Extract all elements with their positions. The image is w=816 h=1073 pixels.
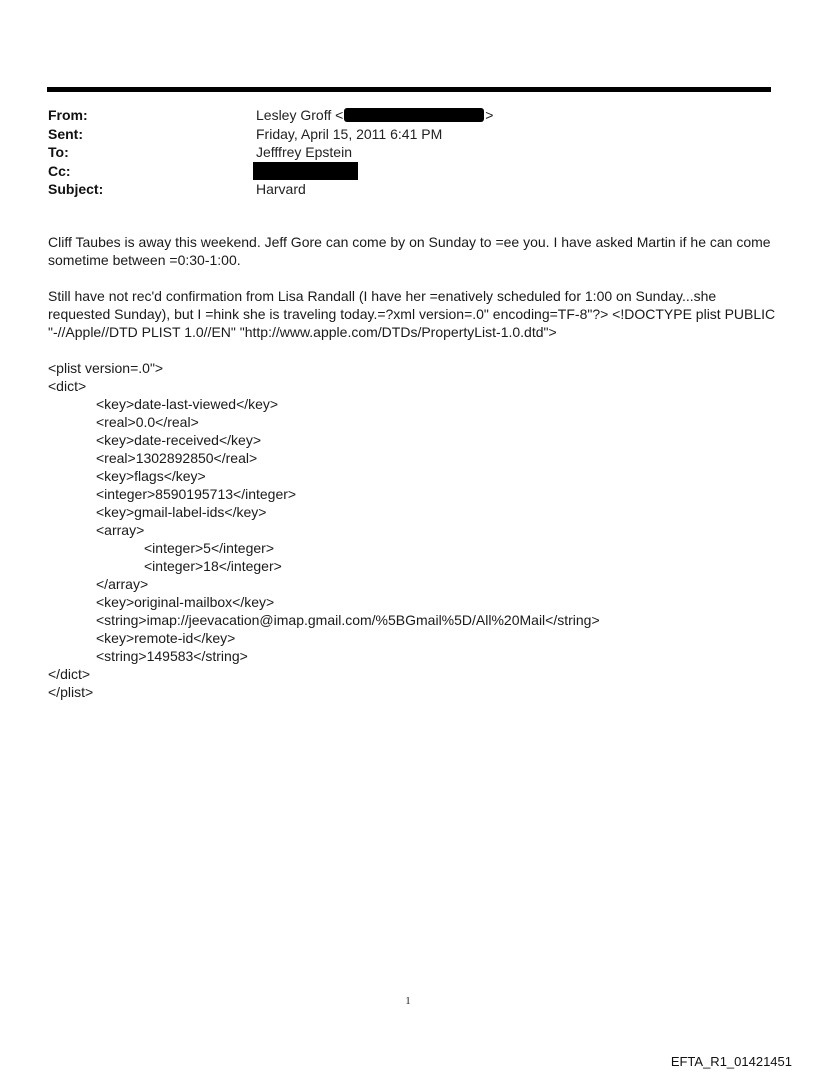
xml-line: <key>date-last-viewed</key>	[96, 396, 279, 412]
xml-line: <integer>18</integer>	[144, 558, 282, 574]
redacted-email-block	[344, 108, 484, 122]
xml-line: <key>date-received</key>	[96, 432, 261, 448]
xml-line: <real>1302892850</real>	[96, 450, 258, 466]
from-value	[256, 106, 493, 125]
sent-row	[48, 125, 768, 144]
xml-line: <integer>8590195713</integer>	[96, 486, 297, 502]
email-body	[48, 233, 778, 701]
from-row	[48, 106, 768, 125]
xml-line: <key>remote-id</key>	[96, 630, 236, 646]
xml-line: <key>gmail-label-ids</key>	[96, 504, 267, 520]
header-rule	[47, 87, 771, 92]
body-paragraph-1: Cliff Taubes is away this weekend. Jeff Gore can come by on Sunday to =ee you. I have asked Martin if he can come sometime between =0:30-1:00.	[48, 234, 771, 268]
subject-row	[48, 180, 768, 199]
redacted-cc-block	[253, 162, 358, 180]
cc-label: Cc:	[48, 162, 71, 179]
cc-row	[48, 162, 768, 181]
from-name: Lesley Groff <	[256, 107, 344, 123]
xml-line: </array>	[96, 576, 149, 592]
to-value: Jefffrey Epstein	[256, 144, 352, 160]
subject-label: Subject:	[48, 181, 104, 197]
xml-line: <string>imap://jeevacation@imap.gmail.com/%5BGmail%5D/All%20Mail</string>	[96, 612, 600, 628]
sent-label: Sent:	[48, 125, 83, 142]
subject-value: Harvard	[256, 181, 306, 197]
from-close: >	[485, 107, 494, 123]
xml-line: <integer>5</integer>	[144, 540, 274, 556]
sent-value: Friday, April 15, 2011 6:41 PM	[256, 125, 443, 142]
xml-line: </plist>	[48, 684, 94, 700]
xml-line: <dict>	[48, 378, 87, 394]
xml-line: </dict>	[48, 666, 91, 682]
body-paragraph-2: Still have not rec'd confirmation from Lisa Randall (I have her =enatively scheduled for 1:00 on Sunday...she requested Sunday), but I =hink she is traveling today.=?xml version=.0" encoding=TF-8"?> <!DOCTYPE plist PUBLIC "-//Apple//DTD PLIST 1.0//EN" "http://www.apple.com/DTDs/PropertyList-1.0.dtd">	[48, 288, 776, 340]
xml-block	[48, 359, 778, 701]
page-number: 1	[405, 995, 411, 1007]
xml-line: <key>original-mailbox</key>	[96, 594, 275, 610]
email-header	[48, 106, 768, 199]
document-id: EFTA_R1_01421451	[670, 1054, 792, 1069]
xml-line: <array>	[96, 522, 145, 538]
from-label: From:	[48, 107, 88, 123]
to-label: To:	[48, 144, 69, 160]
to-row	[48, 143, 768, 162]
xml-line: <plist version=.0">	[48, 360, 164, 376]
xml-line: <key>flags</key>	[96, 468, 206, 484]
xml-line: <real>0.0</real>	[96, 414, 199, 430]
xml-line: <string>149583</string>	[96, 648, 248, 664]
